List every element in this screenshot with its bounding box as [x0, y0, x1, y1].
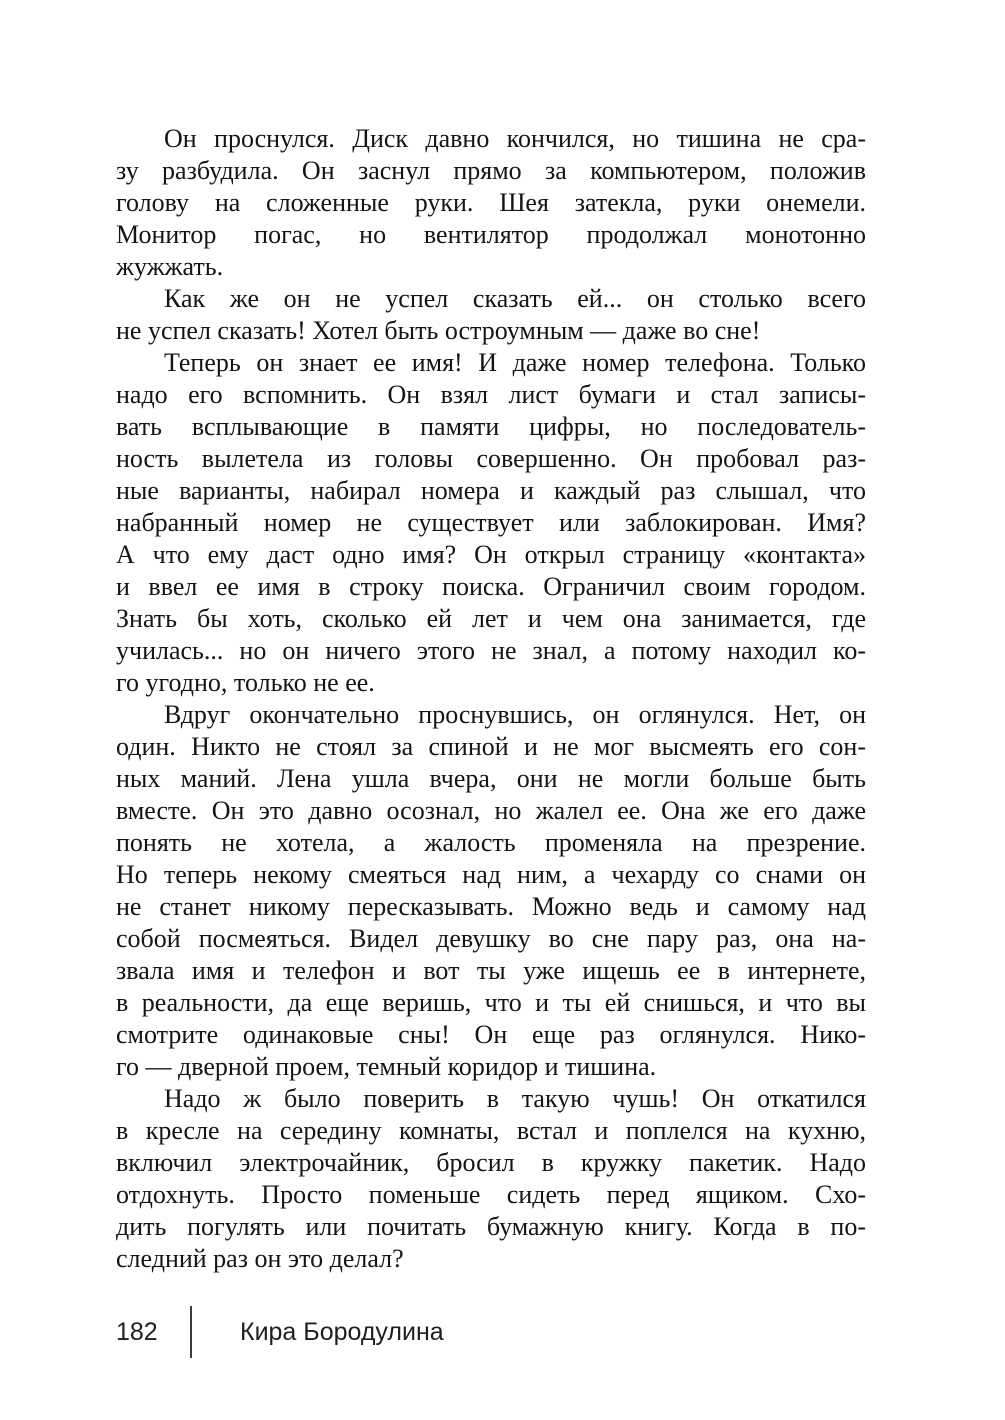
paragraph [116, 1083, 866, 1275]
text-line: звала имя и телефон и вот ты уже ищешь ее в интернете, [116, 956, 866, 985]
paragraph [116, 283, 866, 347]
text-line: зу разбудила. Он заснул прямо за компьютером, положив [116, 156, 866, 185]
page-footer [116, 1306, 444, 1358]
text-line: Как же он не успел сказать ей... он столько всего [164, 284, 866, 313]
page-number: 182 [116, 1317, 158, 1346]
text-line: смотрите одинаковые сны! Он еще раз оглянулся. Нико- [116, 1020, 866, 1049]
text-line: А что ему даст одно имя? Он открыл страницу «контакта» [116, 540, 866, 569]
text-line: го угодно, только не ее. [116, 668, 375, 697]
paragraph [116, 123, 866, 283]
text-line: дить погулять или почитать бумажную книгу. Когда в по- [116, 1212, 866, 1241]
text-line: в кресле на середину комнаты, встал и поплелся на кухню, [116, 1116, 866, 1145]
text-line: Надо ж было поверить в такую чушь! Он откатился [164, 1084, 866, 1113]
text-line: Знать бы хоть, сколько ей лет и чем она занимается, где [116, 604, 866, 633]
text-line: не успел сказать! Хотел быть остроумным — даже во сне! [116, 316, 761, 345]
text-line: Теперь он знает ее имя! И даже номер телефона. Только [164, 348, 866, 377]
text-line: собой посмеяться. Видел девушку во сне пару раз, она на- [116, 924, 866, 953]
text-line: включил электрочайник, бросил в кружку пакетик. Надо [116, 1148, 866, 1177]
text-line: набранный номер не существует или заблокирован. Имя? [116, 508, 866, 537]
text-line: вместе. Он это давно осознал, но жалел ее. Она же его даже [116, 796, 866, 825]
text-line: не станет никому пересказывать. Можно ведь и самому над [116, 892, 866, 921]
text-line: Но теперь некому смеяться над ним, а чехарду со снами он [116, 860, 866, 889]
text-line: Он проснулся. Диск давно кончился, но тишина не сра- [164, 124, 866, 153]
text-line: ные варианты, набирал номера и каждый раз слышал, что [116, 476, 866, 505]
text-line: отдохнуть. Просто поменьше сидеть перед ящиком. Схо- [116, 1180, 866, 1209]
text-line: в реальности, да еще веришь, что и ты ей снишься, и что вы [116, 988, 866, 1017]
text-line: училась... но он ничего этого не знал, а потому находил ко- [116, 636, 866, 665]
paragraph [116, 347, 866, 699]
paragraph [116, 699, 866, 1083]
text-line: Вдруг окончательно проснувшись, он оглянулся. Нет, он [164, 700, 866, 729]
text-line: вать всплывающие в памяти цифры, но последователь- [116, 412, 866, 441]
text-line: надо его вспомнить. Он взял лист бумаги и стал записы- [116, 380, 866, 409]
text-line: го — дверной проем, темный коридор и тишина. [116, 1052, 657, 1081]
author-name: Кира Бородулина [240, 1317, 444, 1346]
footer-divider [190, 1306, 192, 1358]
text-line: ных маний. Лена ушла вчера, они не могли больше быть [116, 764, 866, 793]
text-line: жужжать. [116, 252, 224, 281]
text-line: один. Никто не стоял за спиной и не мог высмеять его сон- [116, 732, 866, 761]
text-line: голову на сложенные руки. Шея затекла, руки онемели. [116, 188, 866, 217]
text-line: Монитор погас, но вентилятор продолжал монотонно [116, 220, 866, 249]
text-line: понять не хотела, а жалость променяла на презрение. [116, 828, 866, 857]
text-line: следний раз он это делал? [116, 1244, 404, 1273]
text-line: и ввел ее имя в строку поиска. Ограничил своим городом. [116, 572, 866, 601]
page-text [116, 123, 866, 1275]
text-line: ность вылетела из головы совершенно. Он пробовал раз- [116, 444, 866, 473]
